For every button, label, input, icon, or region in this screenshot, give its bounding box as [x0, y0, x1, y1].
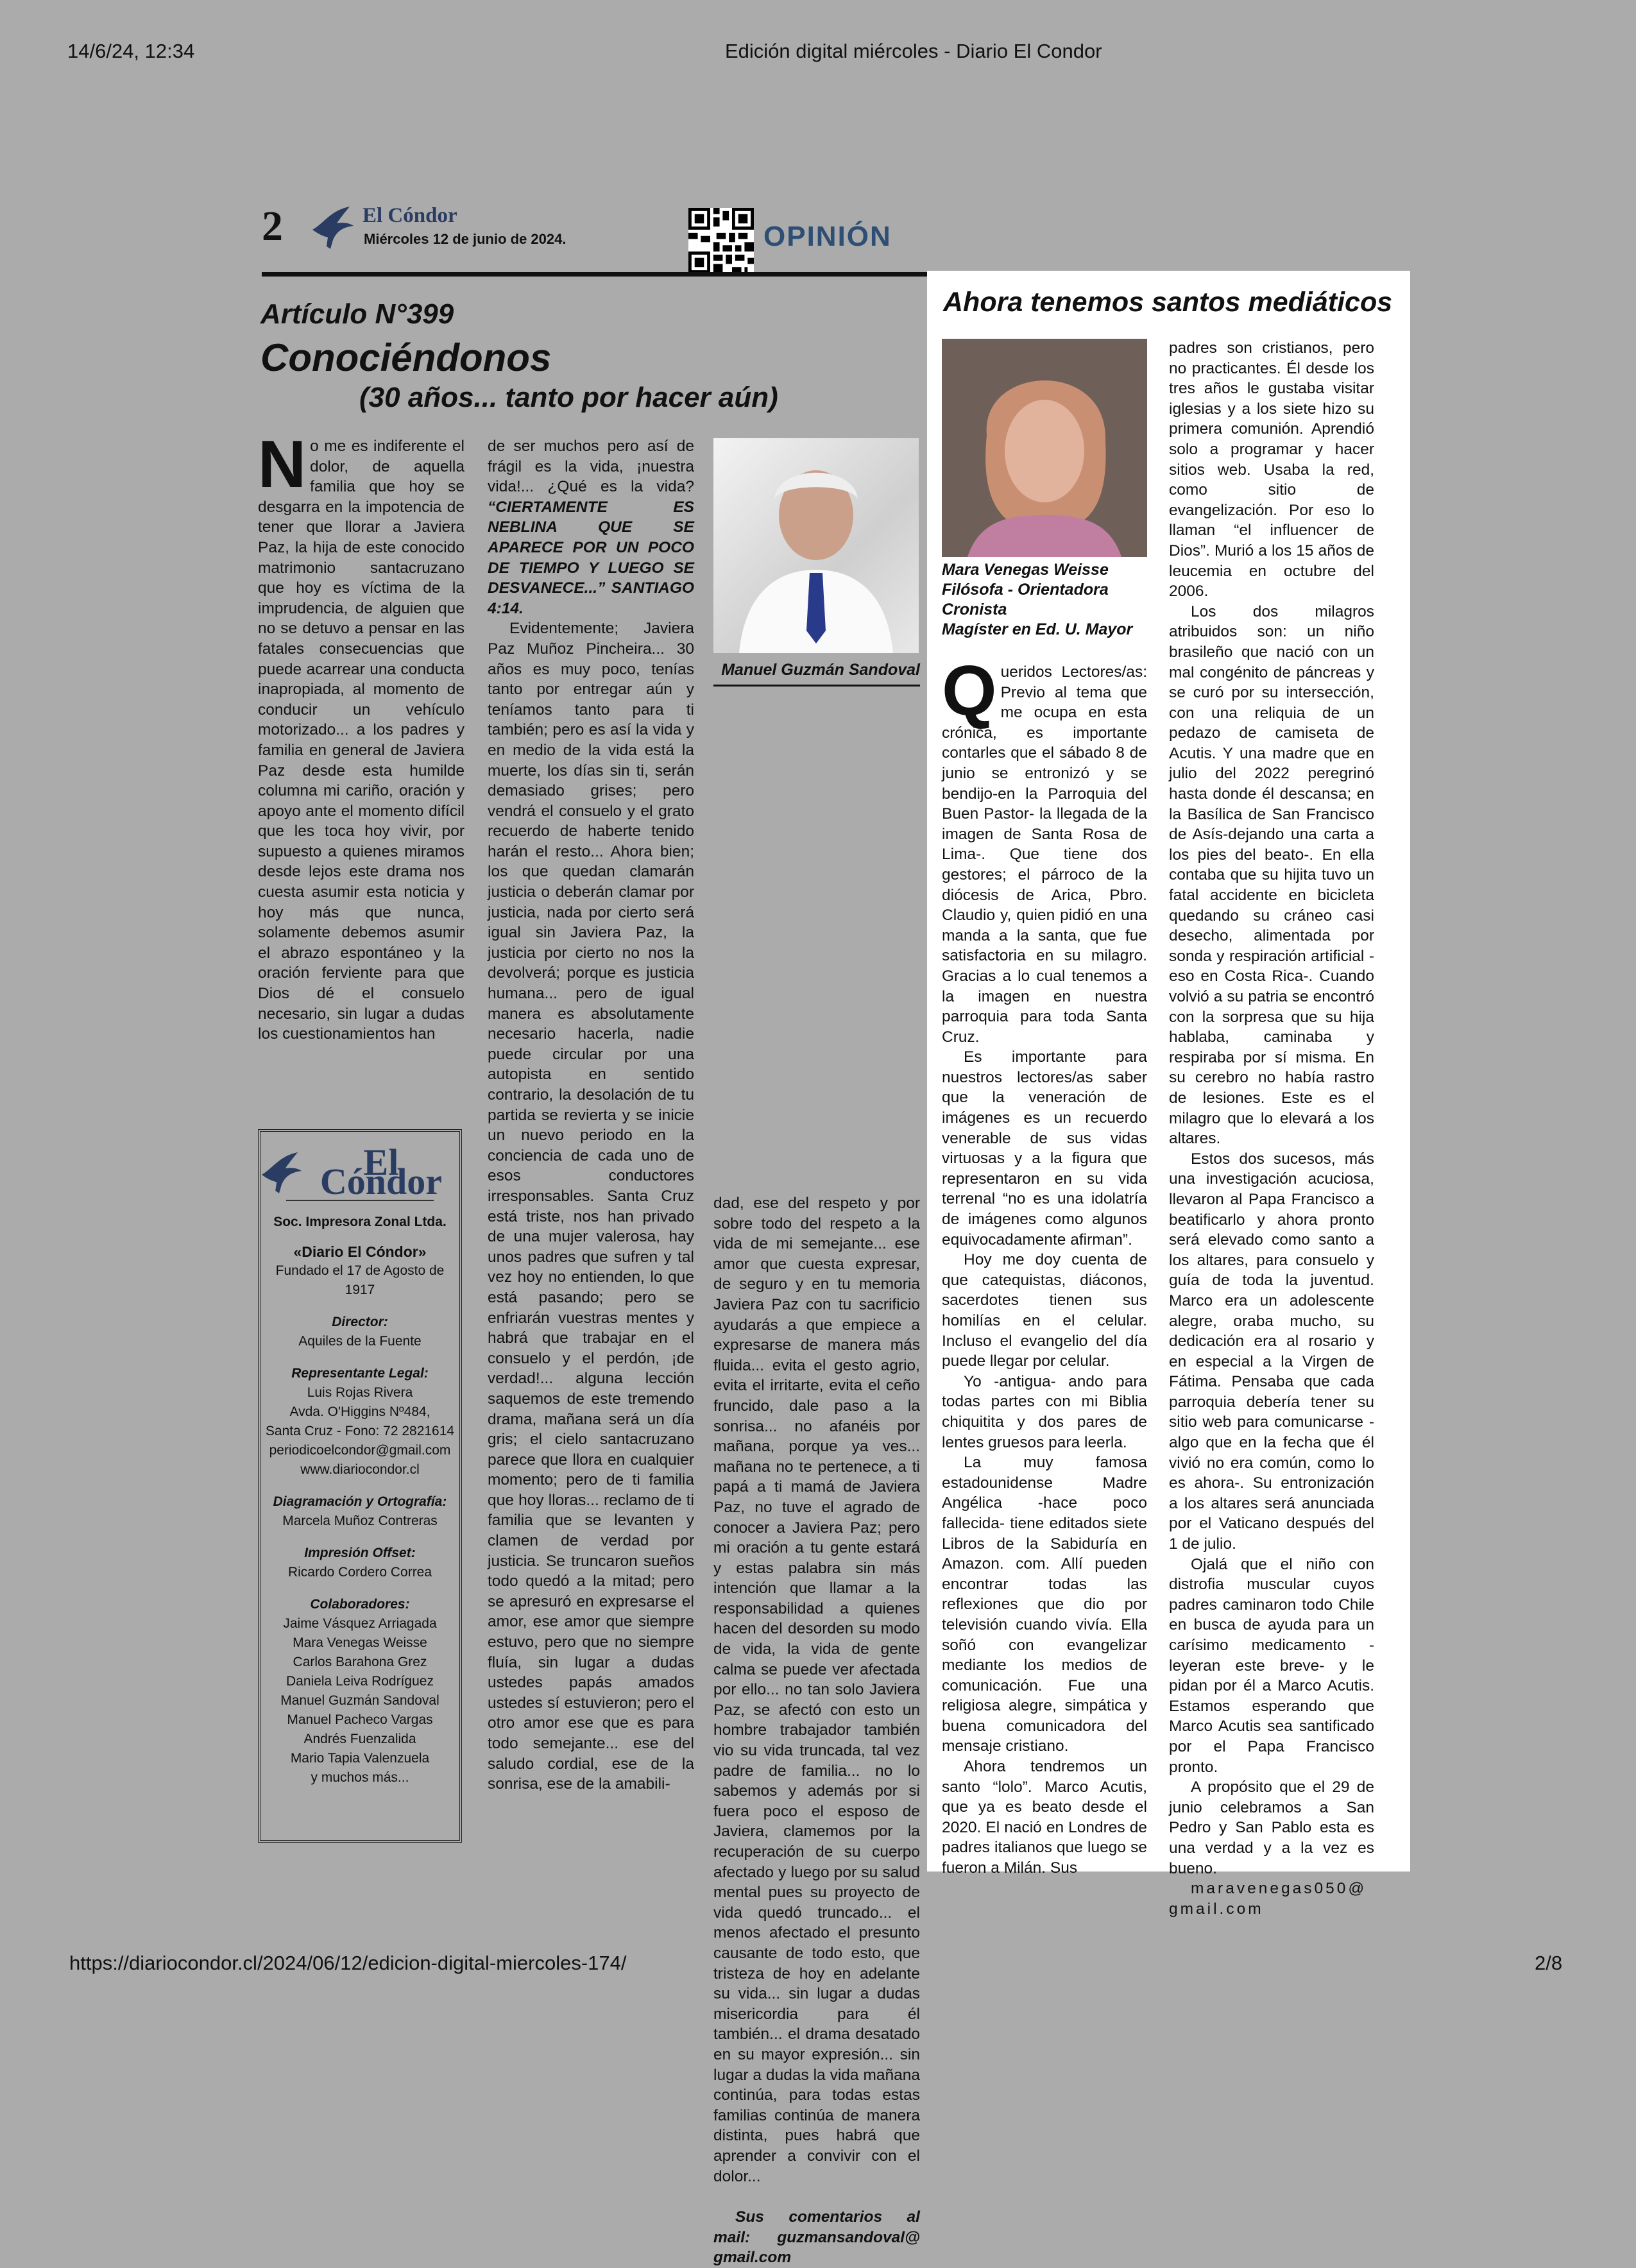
author2-role-2: Cronista — [942, 601, 1007, 618]
article2-p7: padres son cristianos, pero no practicantes. Él desde los tres años le gustaba visitar iglesias y a los siete hizo su primera comunión. Aprendió solo a programar y hacer sitios web. Usaba la red, como sitio de evangelización. Por eso lo llaman “el influencer de Dios”. Murió a los 15 años de leucemia en octubre del 2006. — [1169, 339, 1374, 601]
bible-quote: “CIERTAMENTE ES NEBLINA QUE SE APARECE POR UN POCO DE TIEMPO Y LUEGO SE DESVANECE...” SANTIAGO 4:14. — [488, 498, 694, 617]
article1-column-3 — [713, 1193, 920, 2268]
print-datetime: 14/6/24, 12:34 — [67, 40, 195, 62]
author2-degree: Magíster en Ed. U. Mayor — [942, 620, 1133, 638]
article2-p2: Es importante para nuestros lectores/as saber que la veneración de imágenes es un recuerdo venerable de sus vidas virtuosas y a la figura que representaron en su vida terrenal “no es una idolatría de imágenes como algunos equivocadamente afirman”. — [942, 1048, 1147, 1249]
article2-p10: Ojalá que el niño con distrofia muscular cuyos padres caminaron todo Chile en busca de ayuda para un carísimo medicamento -leyeran este breve- y le pidan por él a Marco Acutis. Estamos esperando que Marco Acutis sea santificado por el Papa Francisco pronto. — [1169, 1555, 1374, 1776]
box-collaborator: Andrés Fuenzalida — [303, 1732, 416, 1746]
box-collaborator: Mario Tapia Valenzuela — [290, 1751, 430, 1766]
masthead-box — [258, 1129, 462, 1843]
article2-p4: Yo -antigua- ando para todas partes con mi Biblia chiquitita y dos pares de lentes gruesos para leerla. — [942, 1372, 1147, 1451]
article2-p11: A propósito que el 29 de junio celebramos a San Pedro y San Pablo esta es una verdad y a la vez es bueno. — [1169, 1778, 1374, 1877]
box-collaborator: Mara Venegas Weisse — [293, 1635, 427, 1650]
article1-col2-intro: de ser muchos pero así de frágil es la vida, ¡nuestra vida!... ¿Qué es la vida? — [488, 438, 694, 496]
article2-column-1 — [942, 651, 1147, 1879]
article1-column-2 — [488, 436, 694, 1795]
box-founded: Fundado el 17 de Agosto de 1917 — [275, 1263, 445, 1297]
box-collaborator: y muchos más... — [311, 1770, 409, 1785]
article-title: Conociéndonos — [260, 336, 552, 379]
box-director: Aquiles de la Fuente — [298, 1334, 422, 1349]
article2-p5: La muy famosa estadounidense Madre Angélica -hace poco fallecida- tiene editados siete Libros de la Sabiduría en Amazon. com. Allí pueden encontrar todas las reflexiones que dio por televisión cuando vivía. Ella soñó con evangelizar mediante los medios de comunicación. Fue una religiosa alegre, simpática y buena comunicadora del mensaje cristiano. — [942, 1454, 1147, 1755]
article2-column-2 — [1169, 338, 1374, 1919]
author2-caption — [942, 560, 1154, 640]
box-phone: Santa Cruz - Fono: 72 2821614 — [265, 1424, 455, 1438]
box-collaborator: Jaime Vásquez Arriagada — [283, 1616, 437, 1631]
box-email: periodicoelcondor@gmail.com — [269, 1443, 451, 1458]
box-collaborator: Manuel Pacheco Vargas — [287, 1712, 433, 1727]
box-brand: El Cóndor — [320, 1141, 442, 1202]
qr-code-icon — [688, 208, 754, 273]
print-title: Edición digital miércoles - Diario El Condor — [725, 40, 1102, 62]
issue-date: Miércoles 12 de junio de 2024. — [364, 231, 567, 247]
condor-logo-large-icon — [260, 1148, 303, 1196]
drop-cap: N — [258, 427, 307, 502]
section-title: OPINIÓN — [763, 221, 892, 252]
page-number: 2 — [262, 203, 283, 250]
article1-col3-text: dad, ese del respeto y por sobre todo del respeto a la vida de mi semejante... ese amor que cuesta expresar, de seguro y en tu memoria Javiera Paz con tu sacrificio ayudarás a que empiece a expresarse de manera más fluida... evita el gesto agrio, evita el irritarte, evita el ceño fruncido, dale paso a la sonrisa... no afanéis por mañana, porque ya ves... mañana no te pertenece, a ti papá a ti mamá de Javiera Paz, no tuve el agrado de conocer a Javiera Paz; pero mi oración a tu gente estará y estas palabra sin más intención que llamar a la responsabilidad a quienes hacen del desorden su modo de vida, la vida de gente calma se puede ver afectada por ello... no tan solo Javiera Paz, se afectó con esto un hombre trabajador también vio su vida truncada, tal vez padre de familia... no lo sabemos y además por si fuera poco el esposo de Javiera, clamemos por la recuperación de su cuerpo afectado y luego por su salud mental pues su proyecto de vida quedó truncado... el menos afectado el presunto causante de todo esto, que tristeza de hoy en adelante su vida... sin lugar a dudas misericordia para él también... el drama desatado en su mayor expresión... sin lugar a dudas la vida mañana continúa, para todas estas familias continúa de manera distinta, pues habrá que aprender a convivir con el dolor... — [713, 1195, 920, 2185]
box-print: Ricardo Cordero Correa — [287, 1565, 432, 1580]
box-collaborator: Manuel Guzmán Sandoval — [280, 1693, 439, 1708]
article2-p8: Los dos milagros atribuidos son: un niño brasileño que nació con un mal congénito de páncreas y se curó por su intersección, con una reliquia de un pedazo de camiseta de Acutis. Y una madre que en julio del 2022 peregrinó hasta donde él descansa; en la Basílica de San Francisco de Asís-dejando una carta a los pies del beato-. En ella contaba que su hijita tuvo un fatal accidente en bicicleta quedando su cráneo casi desecho, alimentada por sonda y respiración artificial -eso en Costa Rica-. Cuando volvió a su patria se encontró con la sorpresa que su hija hablaba, caminaba y respiraba por sí misma. En su cerebro no había rastro de lesiones. Este es el milagro que lo elevará a los altares. — [1169, 602, 1374, 1148]
box-company: Soc. Impresora Zonal Ltda. — [273, 1215, 447, 1229]
box-collab-label: Colaboradores: — [310, 1597, 410, 1612]
condor-logo-icon — [311, 204, 355, 250]
box-legal: Luis Rojas Rivera — [307, 1385, 413, 1400]
print-url[interactable]: https://diariocondor.cl/2024/06/12/edicion-digital-miercoles-174/ — [69, 1952, 627, 1974]
article2-p9: Estos dos sucesos, más una investigación acuciosa, llevaron al Papa Francisco a beatificarlo y ahora pronto será elevado como santo a los altares, para consuelo y guía de toda la juventud. Marco era un adolescente alegre, oraba mucho, su dedicación era al rosario y en especial a la Virgen de Fátima. Pensaba que cada parroquia debería tener su sitio web para comunicarse -algo que en la fecha que él vivió no era común, como lo es ahora-. Su entronización a los altares será anunciada por el Vaticano después del 1 de julio. — [1169, 1150, 1374, 1553]
article1-column-1 — [258, 427, 464, 1044]
article1-col2-text: Evidentemente; Javiera Paz Muñoz Pincheira... 30 años es muy poco, tenías tanto por entregar aún y teníamos tanto para ti también; pero es así la vida y en medio de la vida está la muerte, los días sin ti, serán demasiado grises; pero vendrá el consuelo y el grato recuerdo de haberte tenido harán el resto... Ahora bien; los que quedan clamarán justicia o deberán clamar por justicia, nada por cierto será igual sin Javiera Paz, la justicia por cierto no nos la devolverá; porque es justicia humana... pero de igual manera es absolutamente necesario hacerla, nadie puede circular por una autopista en sentido contrario, la desolación de tu partida se revierta y se inicie un nuevo periodo en la conciencia de cada uno de esos conductores irresponsables. Santa Cruz está triste, nos han privado de una mujer valerosa, hay unos padres que sufren y tal vez hoy no entienden, lo que está pasando; pero se enfriarán vuestras mentes y habrá que trabajar en el consuelo y el perdón, ¡de verdad!... alguna lección saquemos de este tremendo drama, mañana será un día gris; el cielo santacruzano parece que llora en cualquier momento; pero de ti familia que hoy lloras... reclamo de ti familia que se levanten y clamen de verdad por justicia. Se truncaron sueños todo quedó a la mitad; pero se apresuró en expresarse el amor, ese amor que siempre estuvo, pero que no siempre fluía, sin lugar a dudas ustedes papás amados ustedes sí estuvieron; pero el otro amor ese que es para todo semejante... ese del saludo cordial, ese de la sonrisa, ese de la amabili- — [488, 620, 694, 1793]
box-web: www.diariocondor.cl — [300, 1462, 420, 1477]
author-photo-caption: Manuel Guzmán Sandoval — [713, 661, 920, 686]
box-layout: Marcela Muñoz Contreras — [282, 1513, 438, 1528]
box-logo — [260, 1141, 459, 1202]
brand-name: El Cóndor — [362, 204, 457, 227]
box-paper: «Diario El Cóndor» — [293, 1243, 427, 1260]
box-director-label: Director: — [332, 1315, 388, 1329]
box-collaborator: Daniela Leiva Rodríguez — [286, 1674, 434, 1689]
author2-name: Mara Venegas Weisse — [942, 561, 1109, 579]
box-layout-label: Diagramación y Ortografía: — [273, 1494, 447, 1509]
author-photo — [713, 438, 919, 653]
author2-email: maravenegas050@ gmail.com — [1169, 1880, 1367, 1918]
box-address: Avda. O'Higgins Nº484, — [289, 1404, 430, 1419]
comments-email: Sus comentarios al mail: guzmansandoval@ gmail.com — [713, 2208, 920, 2267]
author2-photo — [942, 339, 1147, 557]
article2-title: Ahora tenemos santos mediáticos — [943, 287, 1393, 318]
drop-cap-q: Q — [942, 651, 997, 730]
article1-col1-text: o me es indiferente el dolor, de aquella familia que hoy se desgarra en la impotencia de tener que llorar a Javiera Paz, la hija de este conocido matrimonio santacruzano que hoy es víctima de la imprudencia, de alguien que no se detuvo a pensar en las fatales consecuencias que puede acarrear una conducta inapropiada, al momento de conducir un vehículo motorizado... a los padres y familia en general de Javiera Paz desde esta humilde columna mi cariño, oración y apoyo ante el momento difícil que les toca hoy vivir, por supuesto a quienes miramos desde lejos este drama nos cuesta asumir esta noticia y hoy más que nunca, solamente debemos asumir el abrazo espontáneo y la oración ferviente para que Dios dé el consuelo necesario, sin lugar a dudas los cuestionamientos han — [258, 438, 464, 1043]
box-legal-label: Representante Legal: — [291, 1366, 429, 1381]
box-collaborator: Carlos Barahona Grez — [293, 1655, 427, 1669]
box-print-label: Impresión Offset: — [304, 1546, 416, 1560]
author2-role: Filósofa - Orientadora — [942, 581, 1109, 599]
article-number: Artículo N°399 — [260, 298, 454, 330]
print-page-number: 2/8 — [1535, 1952, 1563, 1974]
article2-p3: Hoy me doy cuenta de que catequistas, diáconos, sacerdotes tienen sus homilías en el celular. Incluso el evangelio del día puede llegar por celular. — [942, 1251, 1147, 1370]
article2-p6: Ahora tendremos un santo “lolo”. Marco Acutis, que ya es beato desde el 2020. El nació en Londres de padres italianos que luego se fueron a Milán. Sus — [942, 1758, 1147, 1877]
article-subtitle: (30 años... tanto por hacer aún) — [359, 382, 778, 413]
article2-p1: ueridos Lectores/as: Previo al tema que me ocupa en esta crónica, es importante contarles que el sábado 8 de junio se entronizó y se bendijo-en la Parroquia del Buen Pastor- la llegada de la imagen de Santa Rosa de Lima-. Que tiene dos gestores; el párroco de la diócesis de Arica, Pbro. Claudio y, quien pidió en una manda a la santa, que fue satisfactoria en su milagro. Gracias a lo cual tenemos a la imagen en nuestra parroquia para toda Santa Cruz. — [942, 663, 1147, 1046]
